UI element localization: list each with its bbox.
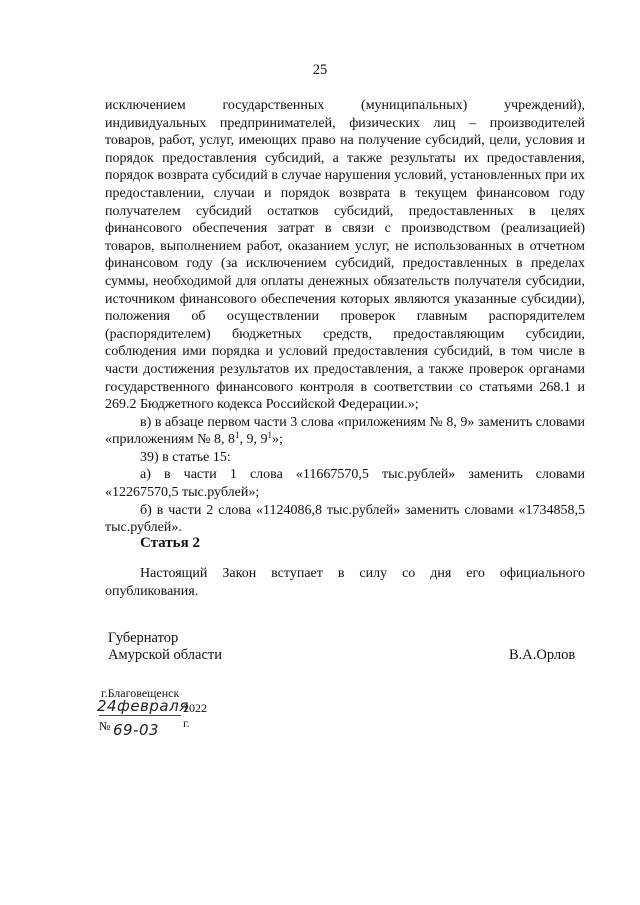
signature-block	[108, 630, 222, 664]
signature-name: В.А.Орлов	[509, 647, 576, 663]
handwritten-number: 69-03	[113, 721, 160, 739]
article-title: Статья 2	[140, 535, 200, 551]
date-underline	[99, 715, 181, 716]
superscript-1: 1	[234, 430, 240, 441]
handwritten-day: 24	[97, 697, 118, 715]
article-body	[105, 565, 585, 601]
number-prefix: №	[99, 719, 111, 733]
paragraph-item-v-text-c: »;	[271, 432, 283, 448]
city: г.Благовещенск	[101, 686, 180, 700]
signature-position-line1: Губернатор	[108, 630, 179, 646]
paragraph-item-b: б) в части 2 слова «1124086,8 тыс.рублей» заменить словами «1734858,5 тыс.рублей».	[105, 502, 585, 536]
paragraph-item-a: а) в части 1 слова «11667570,5 тыс.рублей» заменить словами «12267570,5 тыс.рублей»;	[105, 467, 585, 501]
paragraph-subsidy-conditions: исключением государственных (муниципальных) учреждений), индивидуальных предпринимателей, физических лиц – производителей товаров, работ, услуг, имеющих право на получение субсидий, цели, условия и порядок предоставления субсидий, а также результаты их предоставления, порядок возврата субсидий в случае нарушения условий, установленных при их предоставлении, случаи и порядок возврата в текущем финансовом году получателем субсидий остатков субсидий, предоставленных в целях финансового обеспечения затрат в связи с производством (реализацией) товаров, выполнением работ, оказанием услуг, не использованных в отчетном финансовом году (за исключением субсидий, предоставленных в пределах суммы, необходимой для оплаты денежных обязательств получателя субсидии, источником финансового обеспечения которых являются указанные субсидии), положения об осуществлении проверок главным распорядителем (распорядителем) бюджетных средств, предоставляющим субсидии, соблюдения ими порядка и условий предоставления субсидий, в том числе в части достижения результатов их предоставления, а также проверок органами государственного финансового контроля в соответствии со статьями 268.1 и 269.2 Бюджетного кодекса Российской Федерации.»;	[105, 98, 585, 413]
date-year: 2022 г.	[183, 701, 207, 730]
document-number	[99, 719, 160, 739]
signature-position-line2: Амурской области	[108, 647, 222, 663]
article-paragraph: Настоящий Закон вступает в силу со дня его официального опубликования.	[105, 566, 585, 599]
page-number: 25	[312, 62, 328, 78]
paragraph-item-v-text-b: , 9, 9	[239, 432, 268, 448]
superscript-2: 1	[267, 430, 272, 441]
law-amendment-text	[105, 97, 585, 537]
handwritten-month: февраля	[117, 697, 189, 715]
paragraph-item-39: 39) в статье 15:	[140, 449, 231, 465]
paragraph-item-v-text-a: в) в абзаце первом части 3 слова «приложениям № 8, 9» заменить словами «приложениям № 8, 8	[105, 414, 585, 448]
paragraph-item-v	[105, 414, 585, 449]
